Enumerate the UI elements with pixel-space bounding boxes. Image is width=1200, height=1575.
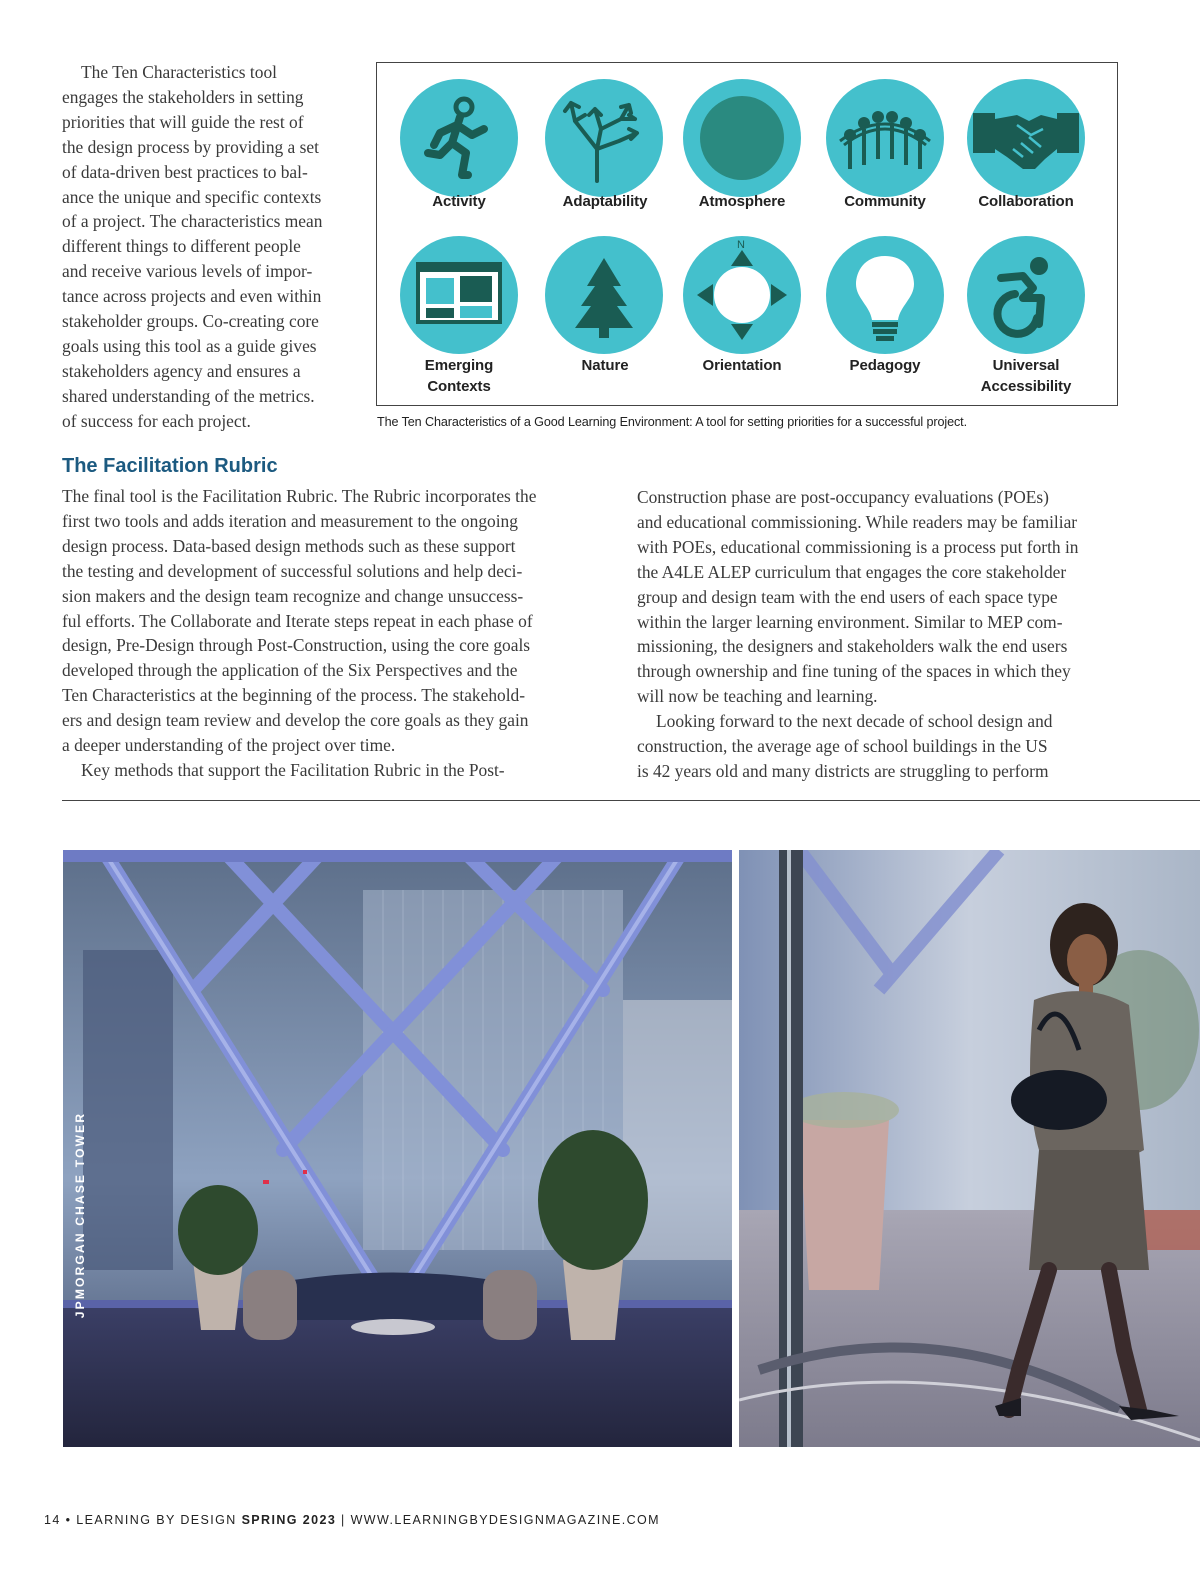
body-line: with POEs, educational commissioning is a process put forth in [637, 536, 1079, 557]
intro-line: the design process by providing a set [62, 136, 319, 157]
intro-line: stakeholders agency and ensures a [62, 360, 301, 381]
intro-line: and receive various levels of impor- [62, 261, 313, 282]
footer-separator: • [65, 1513, 72, 1527]
body-line: group and design team with the end users of each space type [637, 586, 1058, 607]
characteristic-label-nature: Nature [581, 357, 629, 374]
magazine-name: LEARNING BY DESIGN [76, 1513, 237, 1527]
circle-icon [683, 79, 801, 197]
handshake-icon [967, 79, 1085, 197]
intro-line: different things to different people [62, 236, 301, 257]
intro-line: The Ten Characteristics tool [81, 62, 277, 82]
body-line: ful efforts. The Collaborate and Iterate steps repeat in each phase of [62, 610, 533, 631]
body-line: design, Pre-Design through Post-Construction, using the core goals [62, 635, 531, 656]
compass-icon [683, 236, 801, 354]
body-line: Key methods that support the Facilitation Rubric in the Post- [81, 759, 505, 780]
characteristic-label-community: Community [844, 193, 926, 210]
light-bulb-icon [826, 236, 944, 354]
bulletin-board-icon [400, 236, 518, 354]
intro-line: engages the stakeholders in setting [62, 86, 304, 107]
body-line: ers and design team review and develop the core goals as they gain [62, 710, 529, 731]
intro-paragraph [62, 60, 344, 434]
body-line: developed through the application of the Six Perspectives and the [62, 660, 518, 681]
body-column-left [62, 484, 574, 783]
community-trees-icon [826, 79, 944, 197]
body-line: construction, the average age of school buildings in the US [637, 736, 1048, 757]
pine-tree-icon [545, 236, 663, 354]
intro-line: of data-driven best practices to bal- [62, 161, 308, 182]
intro-line: stakeholder groups. Co-creating core [62, 311, 319, 332]
woman-walking-photo [739, 850, 1200, 1447]
compass-north-letter: N [737, 239, 745, 251]
intro-line: of a project. The characteristics mean [62, 211, 323, 232]
body-line: missioning, the designers and stakeholders walk the end users [637, 636, 1068, 657]
body-line: Looking forward to the next decade of school design and [656, 711, 1053, 732]
figure-caption: The Ten Characteristics of a Good Learning Environment: A tool for setting priorities for a successful project. [377, 415, 967, 429]
characteristic-label-universal-accessibility: Universal Accessibility [980, 357, 1072, 395]
body-line: will now be teaching and learning. [637, 686, 878, 707]
page-number: 14 [44, 1513, 61, 1527]
intro-line: ance the unique and specific contexts [62, 186, 322, 207]
body-line: design process. Data-based design methods such as these support [62, 535, 516, 556]
horizontal-rule [62, 800, 1200, 801]
body-line: the A4LE ALEP curriculum that engages the core stakeholder [637, 561, 1067, 582]
body-line: Construction phase are post-occupancy evaluations (POEs) [637, 487, 1049, 507]
body-line: and educational commissioning. While readers may be familiar [637, 511, 1078, 532]
ten-characteristics-figure [376, 62, 1118, 406]
body-line: Ten Characteristics at the beginning of the process. The stakehold- [62, 685, 526, 706]
characteristic-label-emerging-contexts: Emerging Contexts [424, 357, 494, 395]
body-line: first two tools and adds iteration and measurement to the ongoing [62, 510, 518, 531]
website-url: WWW.LEARNINGBYDESIGNMAGAZINE.COM [350, 1513, 660, 1527]
characteristic-label-orientation: Orientation [702, 357, 782, 374]
body-line: a deeper understanding of the project over time. [62, 735, 396, 756]
intro-line: shared understanding of the metrics. [62, 385, 315, 406]
body-line: The final tool is the Facilitation Rubric. The Rubric incorporates the [62, 486, 537, 506]
accessibility-icon [967, 236, 1085, 354]
characteristic-label-adaptability: Adaptability [562, 193, 648, 210]
footer-divider: | [341, 1513, 346, 1527]
characteristic-label-pedagogy: Pedagogy [849, 357, 921, 374]
body-line: is 42 years old and many districts are struggling to perform [637, 760, 1049, 781]
body-line: sion makers and the design team recognize and change unsuccess- [62, 585, 524, 606]
page-footer [44, 1513, 660, 1527]
characteristic-label-collaboration: Collaboration [978, 193, 1074, 210]
body-line: within the larger learning environment. Similar to MEP com- [637, 611, 1063, 632]
issue-name: SPRING 2023 [241, 1513, 337, 1527]
running-person-icon [400, 79, 518, 197]
intro-line: tance across projects and even within [62, 286, 322, 307]
section-heading: The Facilitation Rubric [62, 455, 278, 477]
intro-line: of success for each project. [62, 410, 251, 431]
branching-arrows-icon [545, 79, 663, 197]
intro-line: priorities that will guide the rest of [62, 111, 304, 132]
lobby-photo [63, 850, 732, 1447]
body-line: through ownership and fine tuning of the spaces in which they [637, 661, 1071, 682]
characteristic-label-activity: Activity [432, 193, 486, 210]
characteristic-label-atmosphere: Atmosphere [698, 193, 786, 210]
intro-line: goals using this tool as a guide gives [62, 335, 317, 356]
photo-credit: JPMORGAN CHASE TOWER [73, 1111, 87, 1319]
body-line: the testing and development of successful solutions and help deci- [62, 560, 523, 581]
body-column-right [637, 485, 1123, 784]
